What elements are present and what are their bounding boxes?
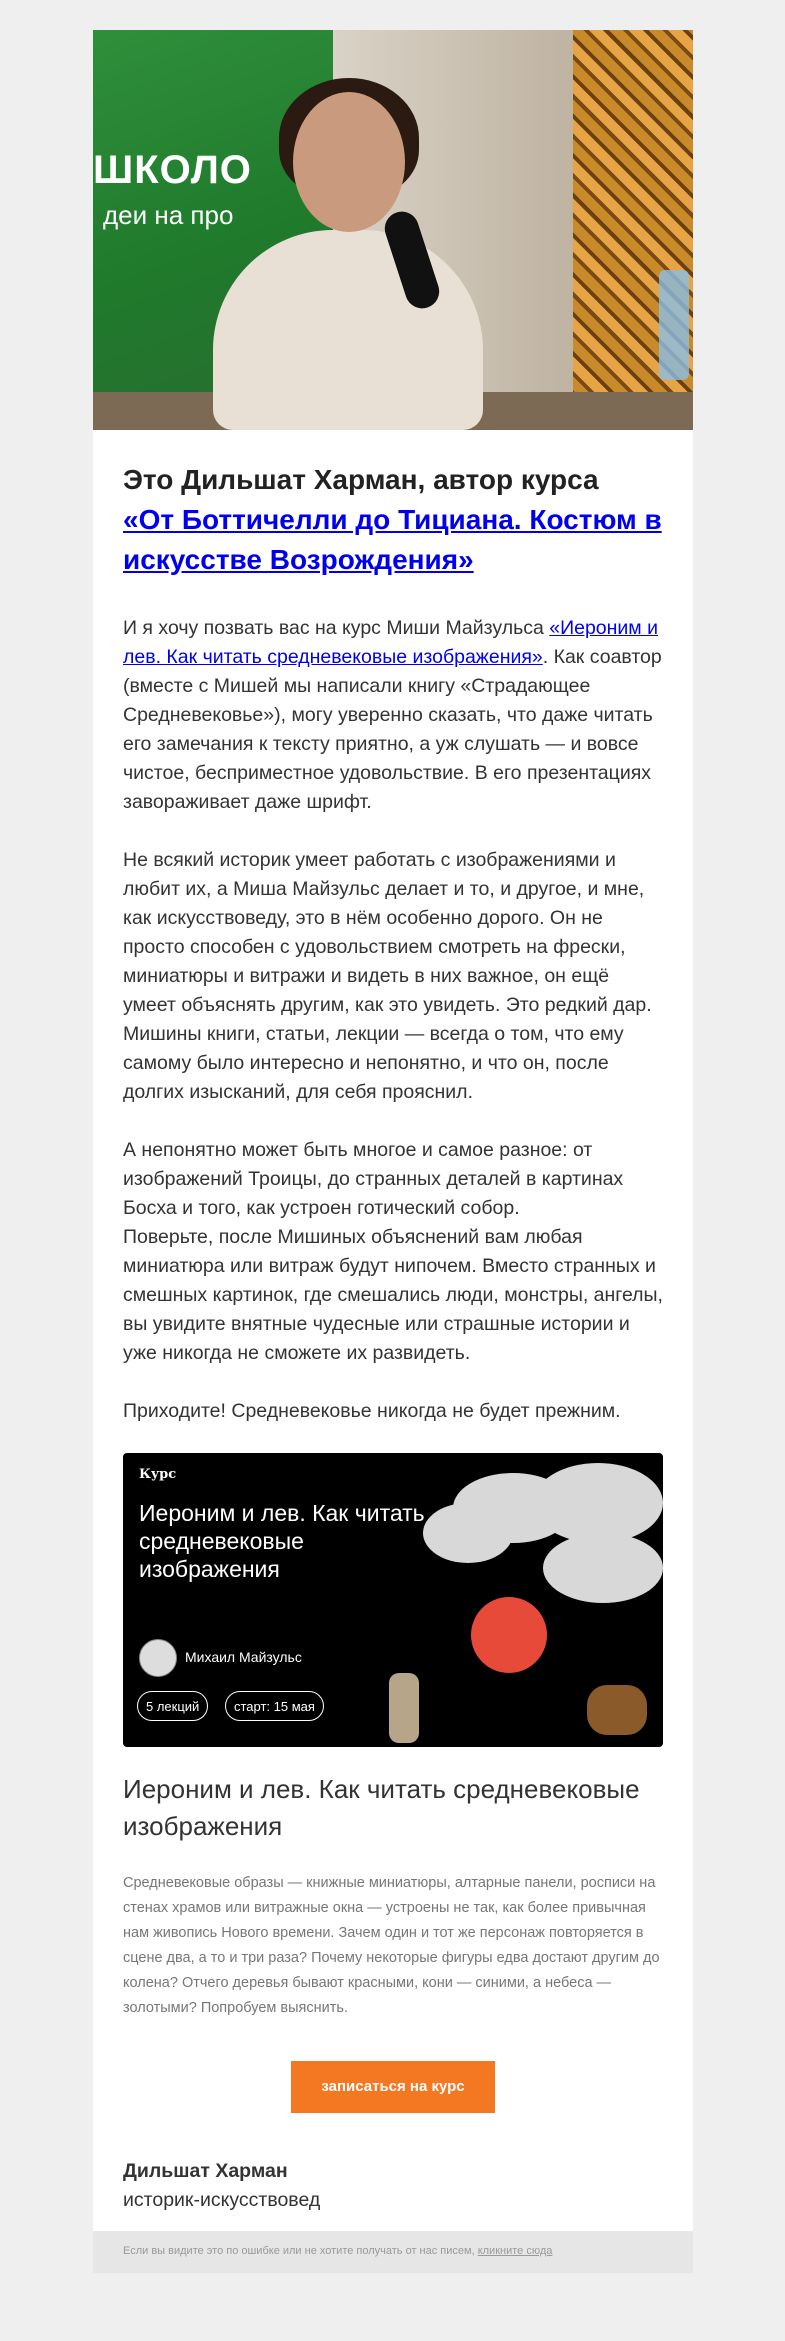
email-footer <box>93 2231 693 2273</box>
banner-logo: Курс <box>139 1467 177 1482</box>
paragraph-1-start: И я хочу позвать вас на курс Миши Майзульса <box>123 617 550 639</box>
lectures-badge: 5 лекций <box>137 1691 208 1721</box>
hero-photo <box>93 30 693 430</box>
banner-title: Иероним и лев. Как читать средневековые изображения <box>139 1500 425 1582</box>
speaker-body <box>213 230 483 430</box>
paragraph-1-end: . Как соавтор (вместе с Мишей мы написали книгу «Страдающее Средневековье»), могу уверенно сказать, что даже читать его замечания к тексту приятно, а уж слушать — и вовсе чистое, бесприместное удовольствие. В его презентациях завораживает даже шрифт. <box>123 646 662 813</box>
enroll-button[interactable]: записаться на курс <box>291 2061 495 2113</box>
signature-name: Дильшат Харман <box>123 2160 288 2182</box>
banner-cloud <box>423 1503 513 1563</box>
banner-author-name: Михаил Майзульс <box>185 1649 302 1665</box>
banner-cloud <box>533 1463 663 1543</box>
start-date-badge: старт: 15 мая <box>225 1691 324 1721</box>
banner-cloud <box>543 1533 663 1603</box>
course-title: Иероним и лев. Как читать средневековые изображения <box>123 1774 640 1841</box>
banner-red-circle <box>471 1597 547 1673</box>
intro-heading-text: Это Дильшат Харман, автор курса <box>123 464 599 495</box>
signature-role: историк-искусствовед <box>123 2189 321 2211</box>
email-content <box>93 430 693 2231</box>
intro-heading <box>123 460 663 580</box>
course-botticelli-link[interactable]: «От Боттичелли до Тициана. Костюм в искусстве Возрождения» <box>123 504 662 575</box>
paragraph-3-line-1: А непонятно может быть многое и самое разное: от изображений Троицы, до странных деталей в картинах Босха и того, как устроен готический собор. <box>123 1139 624 1219</box>
hero-sign-text: ШКОЛО <box>93 148 252 192</box>
banner-saint-figure <box>389 1673 419 1743</box>
author-avatar <box>139 1639 177 1677</box>
paragraph-4: Приходите! Средневековье никогда не будет прежним. <box>123 1400 621 1422</box>
paragraph-3-line-2: Поверьте, после Мишиных объяснений вам любая миниатюра или витраж будут нипочем. Вместо странных и смешных картинок, где смешались люди, монстры, ангелы, вы увидите внятные чудесные или страшные истории и уже никогда не сможете их развидеть. <box>123 1226 663 1364</box>
course-hieronymus-link[interactable]: «Иероним и лев. Как читать средневековые изображения» <box>123 617 659 668</box>
email-container <box>93 30 693 2273</box>
course-banner[interactable] <box>123 1453 663 1747</box>
speaker-face <box>293 92 405 232</box>
unsubscribe-link[interactable]: кликните сюда <box>477 2245 553 2257</box>
footer-text: Если вы видите это по ошибке или не хотите получать от нас писем, <box>123 2245 478 2257</box>
paragraph-3 <box>123 1136 663 1368</box>
course-description: Средневековые образы — книжные миниатюры, алтарные панели, росписи на стенах храмов или витражные окна — устроены не так, как более привычная нам живопись Нового времени. Зачем один и тот же персонаж повторяется в сцене два, а то и три раза? Почему некоторые фигуры едва достают другим до колена? Отчего деревья бывают красными, кони — синими, а небеса — золотыми? Попробуем выяснить. <box>123 1875 660 2016</box>
water-bottle <box>659 270 689 380</box>
banner-lion-figure <box>587 1685 647 1735</box>
hero-sign-text-2: деи на про <box>103 200 234 230</box>
cta-wrapper <box>123 2061 663 2113</box>
paragraph-2: Не всякий историк умеет работать с изображениями и любит их, а Миша Майзульс делает и то, и другое, и мне, как искусствоведу, это в нём особенно дорого. Он не просто способен с удовольствием смотреть на фрески, миниатюры и витражи и видеть в них важное, он ещё умеет объяснять другим, как это увидеть. Это редкий дар. Мишины книги, статьи, лекции — всегда о том, что ему самому было интересно и непонятно, и что он, после долгих изысканий, для себя прояснил. <box>123 849 652 1103</box>
paragraph-1 <box>123 614 663 817</box>
